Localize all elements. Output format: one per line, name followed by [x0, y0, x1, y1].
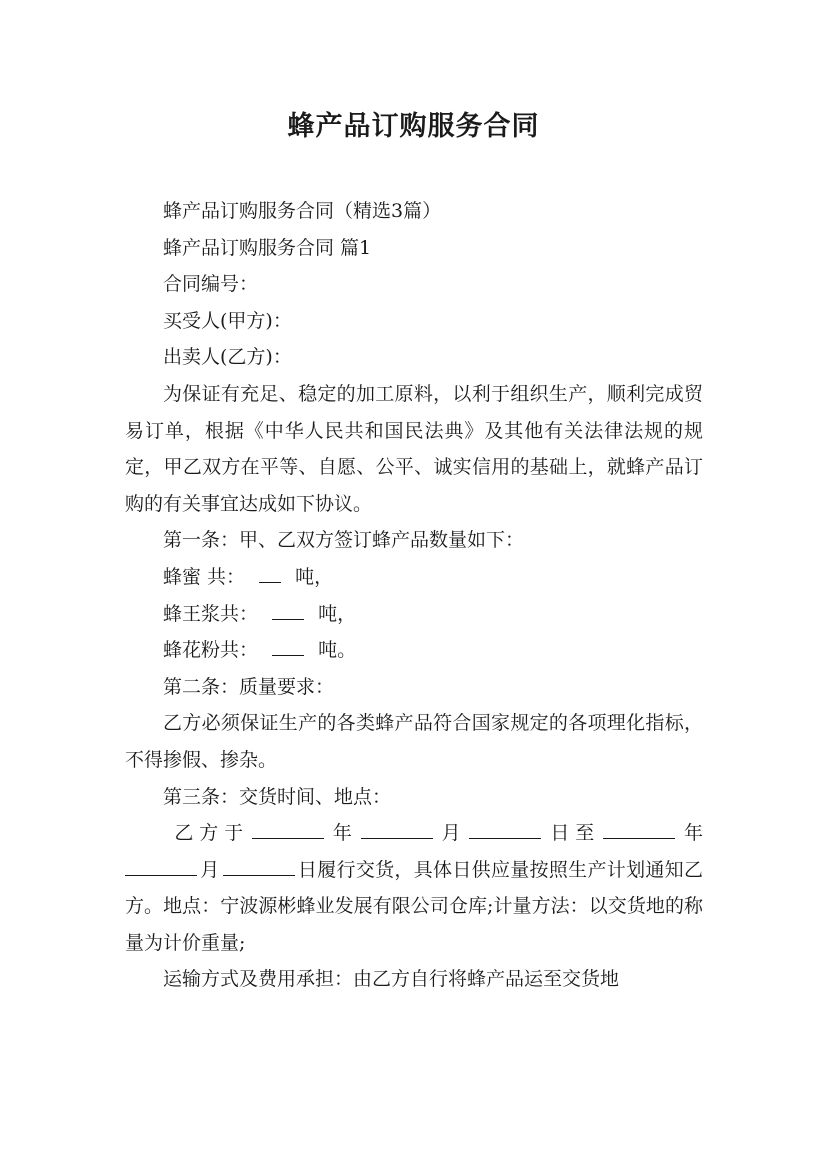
- article-3-heading: 第三条：交货时间、地点：: [163, 785, 392, 808]
- pollen-unit: 吨。: [318, 639, 357, 662]
- delivery-paragraph: [125, 815, 703, 961]
- end-month-blank: [125, 874, 197, 876]
- end-day-blank: [223, 874, 295, 876]
- pollen-label: 蜂花粉共：: [163, 639, 259, 662]
- royal-jelly-line: [125, 596, 703, 633]
- subtitle: 蜂产品订购服务合同（精选3篇）: [163, 200, 442, 222]
- pollen-line: [125, 632, 703, 669]
- start-year-blank: [252, 837, 324, 839]
- day-to-label: 日至: [544, 822, 601, 845]
- seller-line: 出卖人(乙方)：: [163, 346, 292, 369]
- buyer-line: 买受人(甲方)：: [163, 309, 292, 332]
- royal-jelly-unit: 吨，: [318, 602, 357, 625]
- article-1-heading: 第一条：甲、乙双方签订蜂产品数量如下：: [163, 529, 525, 552]
- royal-jelly-blank: [272, 618, 304, 620]
- start-month-blank: [361, 837, 433, 839]
- article-2-heading: 第二条：质量要求：: [163, 675, 335, 698]
- contract-no-line: 合同编号：: [163, 273, 259, 296]
- start-year-label: 年: [327, 822, 358, 845]
- document-title: 蜂产品订购服务合同: [287, 111, 540, 142]
- transport-paragraph: 运输方式及费用承担：由乙方自行将蜂产品运至交货地: [163, 968, 620, 991]
- start-month-label: 月: [435, 822, 467, 845]
- end-year-blank: [603, 837, 675, 839]
- end-year-label: 年: [678, 822, 703, 845]
- section-heading: 蜂产品订购服务合同 篇1: [163, 236, 372, 259]
- honey-blank: [259, 581, 281, 583]
- honey-label: 蜂蜜 共：: [163, 565, 246, 588]
- document-body: [125, 193, 703, 998]
- honey-unit: 吨，: [295, 565, 334, 588]
- end-month-label: 月: [200, 858, 220, 881]
- delivery-prefix: 乙方于: [174, 822, 249, 845]
- honey-line: [125, 559, 703, 596]
- quality-paragraph: 乙方必须保证生产的各类蜂产品符合国家规定的各项理化指标，不得掺假、掺杂。: [125, 712, 703, 771]
- start-day-blank: [469, 837, 541, 839]
- royal-jelly-label: 蜂王浆共：: [163, 602, 259, 625]
- intro-paragraph: 为保证有充足、稳定的加工原料，以利于组织生产，顺利完成贸易订单，根据《中华人民共和国民法典》及其他有关法律法规的规定，甲乙双方在平等、自愿、公平、诚实信用的基础上，就蜂产品订购的有关事宜达成如下协议。: [125, 382, 703, 515]
- delivery-details: 日履行交货，具体日供应量按照生产计划通知乙方。地点：宁波源彬蜂业发展有限公司仓库;计量方法：以交货地的称量为计价重量;: [125, 858, 703, 954]
- pollen-blank: [272, 654, 304, 656]
